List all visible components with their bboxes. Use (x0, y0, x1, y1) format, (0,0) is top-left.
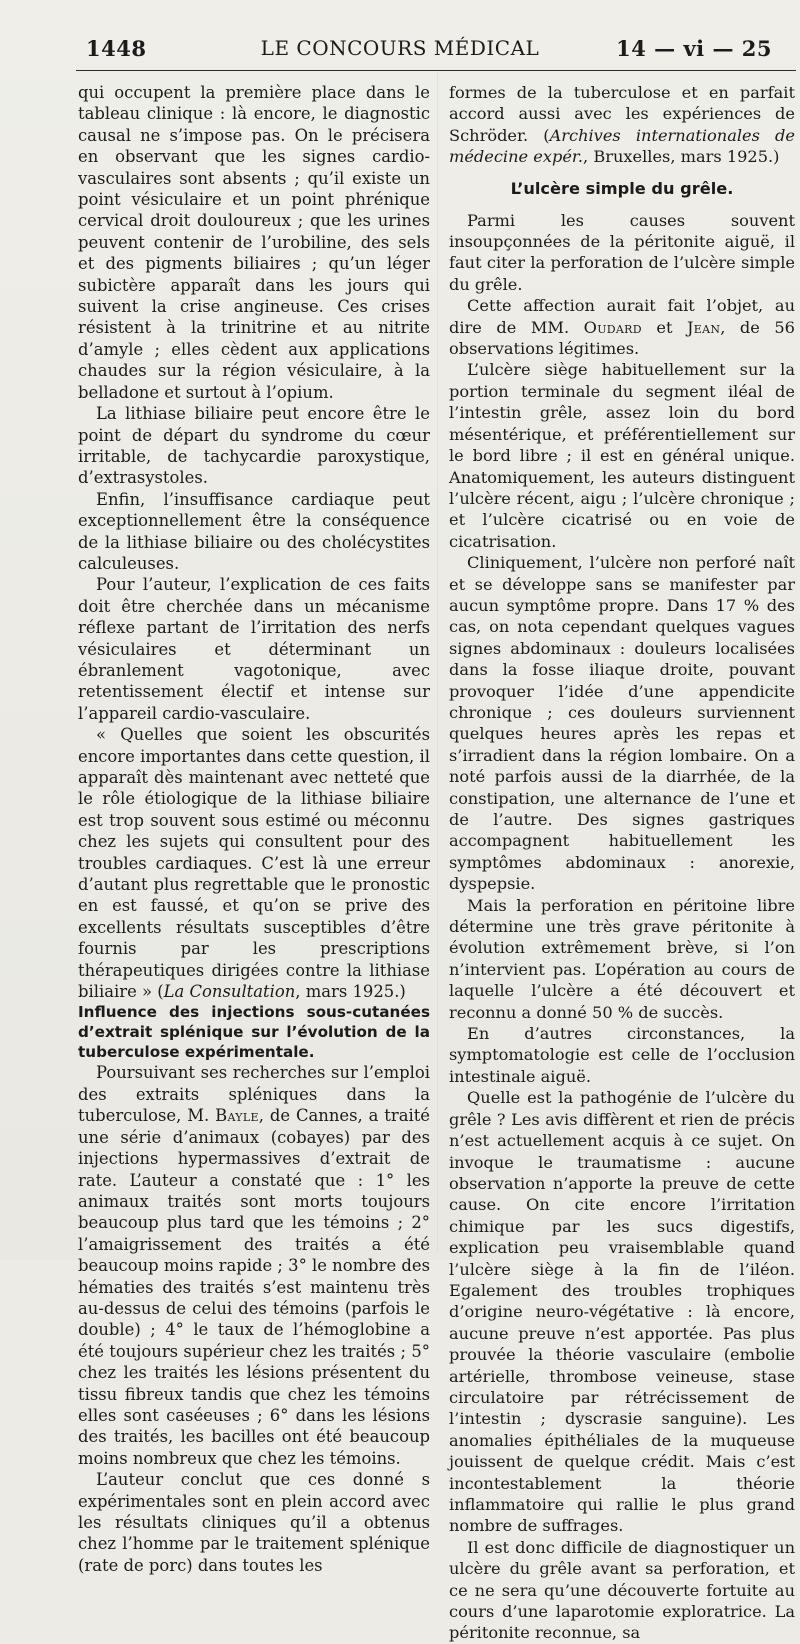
header-rule (76, 70, 796, 71)
paragraph: Pour l’auteur, l’explication de ces faits doit être cherchée dans un mécanisme réflexe partant de l’irritation des nerfs vésiculaires et déterminant un ébranlement vagotonique, avec retentissement électif et intense sur l’appareil cardio-vasculaire. (78, 575, 430, 723)
paragraph: L’ulcère siège habituellement sur la portion terminale du segment iléal de l’intestin grêle, assez loin du bord mésentérique, et préférentiellement sur le bord libre ; il est en général unique. Anatomiquement, les auteurs distinguent l’ulcère récent, aigu ; l’ulcère chronique ; et l’ulcère cicatrisé ou en voie de cicatrisation. (449, 360, 795, 551)
running-header (0, 0, 800, 70)
quote-source: (La Consultation, mars 1925.) (157, 982, 406, 1002)
paragraph: qui occupent la première place dans le tableau clinique : là encore, le diagnostic causal ne s’impose pas. On le précisera en observant que les signes cardio-vasculaires sont absents ; qu’il existe un point vésiculaire et un point phrénique cervical droit douloureux ; que les urines peuvent contenir de l’urobiline, des sels et des pigments biliaires ; qu’un léger subictère apparaît dans les jours qui suivent la crise angineuse. Ces crises résistent à la trinitrine et au nitrite d’amyle ; elles cèdent aux applications chaudes sur la région vésiculaire, à la belladone et surtout à l’opium. (78, 83, 430, 402)
journal-title: LE CONCOURS MÉDICAL (260, 36, 540, 60)
author-name: Jean (686, 317, 721, 337)
paragraph: Enfin, l’insuffisance cardiaque peut exceptionnellement être la conséquence de la lithiase biliaire ou des cholécystites calculeuses. (78, 489, 430, 573)
paragraph: En d’autres circonstances, la symptomatologie est celle de l’occlusion intestinale aiguë. (449, 1024, 795, 1086)
journal-reference: Archives internationales de médecine expér. (449, 125, 795, 167)
page-number: 1448 (86, 36, 147, 61)
paragraph: Cette affection aurait fait l’objet, au dire de MM. Oudard et Jean, de 56 observations légitimes. (449, 296, 795, 359)
author-name: Oudard (583, 317, 642, 337)
left-column (78, 82, 431, 1575)
paragraph: L’auteur conclut que ces donné s expérimentales sont en plein accord avec les résultats cliniques qu’il a obtenus chez l’homme par le traitement splénique (rate de porc) dans toutes les (78, 1470, 430, 1575)
paragraph: Mais la perforation en péritoine libre détermine une très grave péritonite à évolution extrêmement brève, si l’on n’intervient pas. L’opération au cours de laquelle l’ulcère a été découvert et reconnu a donné 50 % de succès. (449, 895, 795, 1022)
issue-date: 14 — vi — 25 (616, 36, 772, 61)
paragraph: Parmi les causes souvent insoupçonnées de la péritonite aiguë, il faut citer la perforation de l’ulcère simple du grêle. (449, 210, 795, 294)
quote-paragraph (78, 724, 430, 1002)
paragraph: Cliniquement, l’ulcère non perforé naît et se développe sans se manifester par aucun symptôme propre. Dans 17 % des cas, on nota cependant quelques vagues signes abdominaux : douleurs localisées dans la fosse iliaque droite, pouvant provoquer l’idée d’une appendicite chronique ; ces douleurs surviennent quelques heures après les repas et s’irradient dans la région lombaire. On a noté parfois aussi de la diarrhée, de la constipation, une alternance de l’une et de l’autre. Des signes gastriques accompagnent habituellement les symptômes abdominaux : anorexie, dyspepsie. (449, 553, 795, 894)
paragraph: La lithiase biliaire peut encore être le point de départ du syndrome du cœur irritable, de tachycardie paroxystique, d’extrasystoles. (78, 404, 430, 488)
article-heading: Influence des injections sous-cutanées d’extrait splénique sur l’évolution de la tuberculose expérimentale. (78, 1003, 430, 1062)
paragraph: Quelle est la pathogénie de l’ulcère du grêle ? Les avis diffèrent et rien de précis n’est actuellement acquis à ce sujet. On invoque le traumatisme : aucune observation n’apporte la preuve de cette cause. On cite encore l’irritation chimique par les sucs digestifs, explication peu vraisemblable quand l’ulcère siège à la fin de l’iléon. Egalement des troubles trophiques d’origine neuro-végétative : là encore, aucune preuve n’est apportée. Pas plus prouvée la théorie vasculaire (embolie artérielle, thrombose veineuse, stase circulatoire par rétrécissement de l’intestin ; dyscrasie sanguine). Les anomalies épithéliales de la muqueuse jouissent de quelque crédit. Mais c’est incontestablement la théorie inflammatoire qui rallie le plus grand nombre de suffrages. (449, 1088, 795, 1536)
source-title: La Consultation (163, 982, 296, 1002)
paragraph: Poursuivant ses recherches sur l’emploi des extraits spléniques dans la tuberculose, M. Bayle, de Cannes, a traité une série d’animaux (cobayes) par des injections hypermassives d’extrait de rate. L’auteur a constaté que : 1° les animaux traités sont morts toujours beaucoup plus tard que les témoins ; 2° l’amaigrissement des traités a été beaucoup moins rapide ; 3° le nombre des hématies des traités s’est maintenu très au-dessus de celui des témoins (parfois le double) ; 4° le taux de l’hémoglobine a été toujours supérieur chez les traités ; 5° chez les traités les lésions présentent du tissu fibreux tandis que chez les témoins elles sont caséeuses ; 6° dans les lésions des traités, les bacilles ont été beaucoup moins nombreux que chez les témoins. (78, 1063, 431, 1468)
paragraph: formes de la tuberculose et en parfait accord aussi avec les expériences de Schröder. (Archives internationales de médecine expér., Bruxelles, mars 1925.) (449, 83, 795, 167)
quote-text: « Quelles que soient les obscurités encore importantes dans cette question, il apparaît dès maintenant avec netteté que le rôle étiologique de la lithiase biliaire est trop souvent sous estimé ou méconnu chez les sujets qui consultent pour des troubles cardiaques. C’est là une erreur d’autant plus regrettable que le pronostic en est faussé, et qu’on se prive des excellents résultats susceptibles d’être fournis par les prescriptions thérapeutiques dirigées contre la lithiase biliaire » (78, 725, 430, 1002)
column-gutter (437, 72, 438, 1252)
author-name: Bayle (215, 1106, 259, 1126)
paragraph: Il est donc difficile de diagnostiquer un ulcère du grêle avant sa perforation, et ce ne sera qu’une découverte fortuite au cours d’une laparotomie exploratrice. La péritonite reconnue, sa (449, 1537, 795, 1643)
article-heading: L’ulcère simple du grêle. (510, 178, 734, 198)
right-column (449, 82, 795, 1643)
